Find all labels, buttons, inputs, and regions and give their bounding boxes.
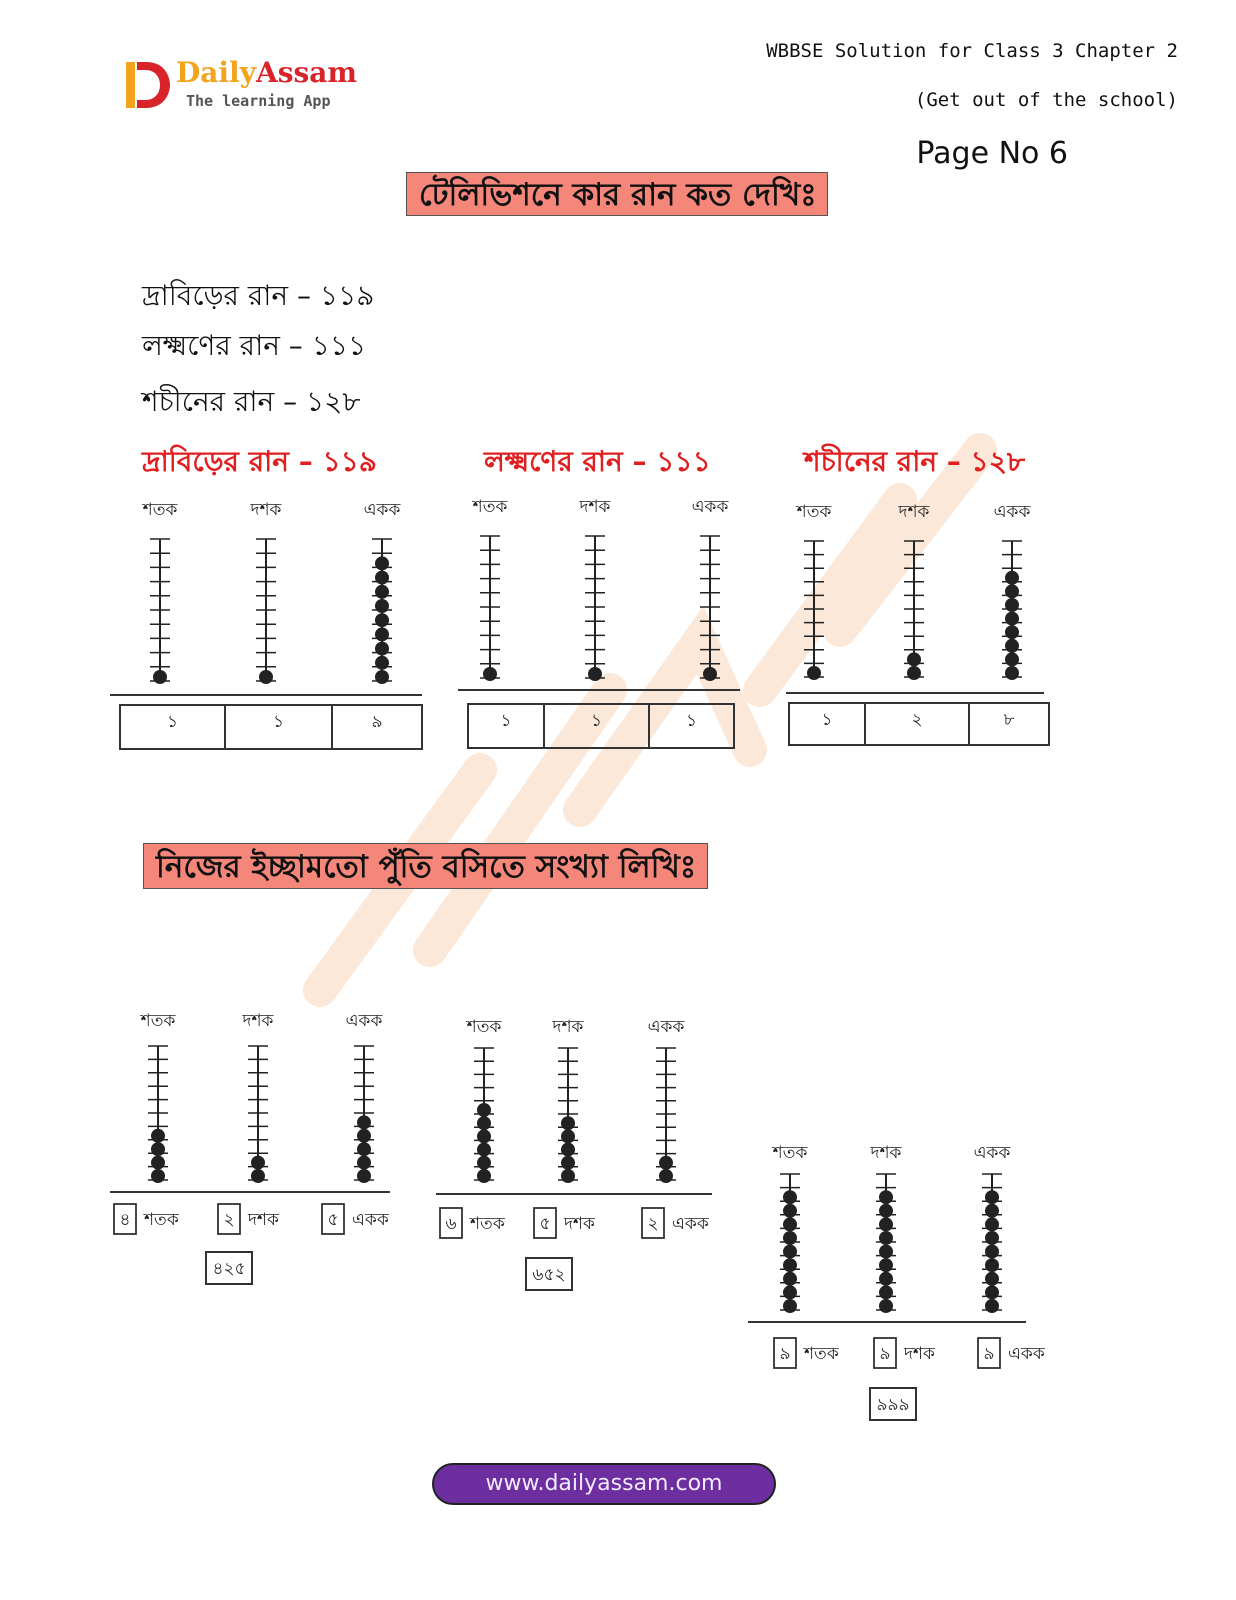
digit-ones: ৯: [983, 1344, 995, 1364]
bead-tens: [561, 1156, 575, 1170]
abacus-free-1: [110, 1008, 400, 1288]
digit-cell-ones: ৮: [1003, 710, 1015, 730]
digit-tens: ২: [223, 1210, 235, 1230]
column-label-hundreds: শতক: [796, 502, 832, 522]
number-value: ৬৫২: [532, 1265, 566, 1285]
column-label-ones: একক: [647, 1017, 685, 1037]
bead-tens: [879, 1190, 893, 1204]
digit-cell-tens: ১: [272, 712, 285, 732]
bead-hundreds: [783, 1231, 797, 1245]
bead-ones: [375, 556, 389, 570]
digit-hundreds: ৬: [445, 1214, 457, 1234]
logo-tagline: The learning App: [186, 92, 331, 110]
digit-cell-hundreds: ১: [166, 712, 179, 732]
bead-ones: [985, 1272, 999, 1286]
bead-tens: [561, 1116, 575, 1130]
abacus-label-sachin: শচীনের রান – ১২৮: [804, 445, 1026, 478]
bead-hundreds: [807, 666, 821, 680]
place-name-hundreds: শতক: [144, 1210, 179, 1230]
bead-ones: [985, 1204, 999, 1218]
bead-ones: [985, 1299, 999, 1313]
bead-ones: [659, 1156, 673, 1170]
section1-title: টেলিভিশনে কার রান কত দেখিঃ: [406, 172, 828, 216]
bead-ones: [1005, 652, 1019, 666]
column-label-tens: দশক: [250, 500, 282, 520]
bead-tens: [561, 1169, 575, 1183]
abacus-free-2: [436, 1014, 718, 1290]
bead-hundreds: [783, 1204, 797, 1218]
bead-ones: [985, 1217, 999, 1231]
bead-ones: [1005, 612, 1019, 626]
column-label-tens: দশক: [242, 1011, 274, 1031]
bead-tens: [561, 1129, 575, 1143]
page-number: Page No 6: [916, 136, 1068, 171]
bead-tens: [907, 666, 921, 680]
footer-url[interactable]: www.dailyassam.com: [432, 1463, 776, 1505]
run-line-laxman: লক্ষ্মণের রান – ১১১: [142, 329, 367, 362]
bead-hundreds: [151, 1129, 165, 1143]
column-label-hundreds: শতক: [142, 500, 178, 520]
bead-ones: [1005, 584, 1019, 598]
logo-d-icon: [126, 58, 170, 112]
place-name-hundreds: শতক: [804, 1344, 839, 1364]
abacus-sachin: [786, 497, 1051, 755]
column-label-tens: দশক: [552, 1017, 584, 1037]
bead-tens: [879, 1245, 893, 1259]
column-label-hundreds: শতক: [472, 497, 508, 517]
bead-hundreds: [151, 1142, 165, 1156]
bead-hundreds: [483, 667, 497, 681]
bead-tens: [879, 1231, 893, 1245]
subject-line: WBBSE Solution for Class 3 Chapter 2: [766, 40, 1178, 62]
column-label-tens: দশক: [870, 1143, 902, 1163]
digit-cell-ones: ১: [685, 711, 698, 731]
column-label-hundreds: শতক: [140, 1011, 176, 1031]
bead-tens: [561, 1143, 575, 1157]
bead-ones: [375, 670, 389, 684]
bead-ones: [1005, 571, 1019, 585]
bead-hundreds: [477, 1103, 491, 1117]
bead-hundreds: [477, 1116, 491, 1130]
bead-ones: [1005, 598, 1019, 612]
bead-ones: [357, 1129, 371, 1143]
bead-tens: [907, 652, 921, 666]
bead-tens: [251, 1156, 265, 1170]
logo-brand-assam: Assam: [255, 56, 357, 89]
run-line-dravid: দ্রাবিড়ের রান – ১১৯: [142, 279, 375, 312]
column-label-ones: একক: [993, 502, 1031, 522]
digit-tens: ৯: [879, 1344, 891, 1364]
digit-hundreds: ৪: [119, 1210, 131, 1230]
place-name-hundreds: শতক: [470, 1214, 505, 1234]
digit-cell-tens: ১: [590, 711, 603, 731]
bead-ones: [985, 1231, 999, 1245]
bead-hundreds: [477, 1156, 491, 1170]
bead-tens: [879, 1217, 893, 1231]
bead-tens: [251, 1169, 265, 1183]
digit-cell-tens: ২: [911, 710, 923, 730]
bead-hundreds: [783, 1190, 797, 1204]
bead-tens: [879, 1258, 893, 1272]
bead-tens: [259, 670, 273, 684]
column-label-ones: একক: [973, 1143, 1011, 1163]
bead-ones: [985, 1245, 999, 1259]
bead-tens: [879, 1204, 893, 1218]
place-name-tens: দশক: [248, 1210, 279, 1230]
bead-hundreds: [477, 1143, 491, 1157]
bead-ones: [375, 627, 389, 641]
abacus-dravid: [110, 495, 430, 757]
bead-hundreds: [783, 1258, 797, 1272]
bead-tens: [879, 1285, 893, 1299]
bead-hundreds: [477, 1129, 491, 1143]
column-label-ones: একক: [345, 1011, 383, 1031]
place-name-tens: দশক: [564, 1214, 595, 1234]
bead-ones: [357, 1156, 371, 1170]
bead-hundreds: [783, 1217, 797, 1231]
place-name-ones: একক: [352, 1210, 389, 1230]
digit-cell-hundreds: ১: [821, 710, 833, 730]
column-label-hundreds: শতক: [772, 1143, 808, 1163]
run-line-sachin: শচীনের রান – ১২৮: [142, 385, 361, 418]
bead-ones: [375, 656, 389, 670]
bead-ones: [985, 1190, 999, 1204]
bead-hundreds: [783, 1285, 797, 1299]
abacus-laxman: [458, 492, 743, 754]
digit-cell-hundreds: ১: [500, 711, 512, 731]
chapter-line: (Get out of the school): [914, 89, 1178, 111]
column-label-hundreds: শতক: [466, 1017, 502, 1037]
bead-hundreds: [151, 1169, 165, 1183]
dailyassam-logo[interactable]: [126, 56, 366, 116]
abacus-free-3: [748, 1140, 1045, 1422]
bead-hundreds: [153, 670, 167, 684]
bead-ones: [1005, 639, 1019, 653]
abacus-label-laxman: লক্ষ্মণের রান – ১১১: [484, 445, 711, 478]
bead-ones: [375, 613, 389, 627]
bead-tens: [588, 667, 602, 681]
digit-ones: ৫: [327, 1210, 339, 1230]
bead-ones: [375, 642, 389, 656]
bead-hundreds: [783, 1299, 797, 1313]
digit-hundreds: ৯: [779, 1344, 791, 1364]
bead-hundreds: [783, 1245, 797, 1259]
bead-ones: [985, 1285, 999, 1299]
place-name-tens: দশক: [904, 1344, 935, 1364]
column-label-tens: দশক: [579, 497, 611, 517]
number-value: ৯৯৯: [876, 1395, 910, 1415]
bead-tens: [879, 1272, 893, 1286]
bead-ones: [375, 599, 389, 613]
bead-ones: [375, 571, 389, 585]
bead-ones: [357, 1115, 371, 1129]
logo-brand: [176, 56, 357, 89]
number-value: ৪২৫: [212, 1259, 246, 1279]
column-label-tens: দশক: [898, 502, 930, 522]
logo-brand-daily: Daily: [176, 56, 256, 89]
section2-title: নিজের ইচ্ছামতো পুঁতি বসিতে সংখ্যা লিখিঃ: [143, 843, 708, 889]
bead-ones: [985, 1258, 999, 1272]
bead-ones: [659, 1169, 673, 1183]
bead-hundreds: [151, 1156, 165, 1170]
bead-ones: [1005, 666, 1019, 680]
place-name-ones: একক: [1008, 1344, 1045, 1364]
column-label-ones: একক: [691, 497, 729, 517]
digit-tens: ৫: [539, 1214, 551, 1234]
abacus-label-dravid: দ্রাবিড়ের রান – ১১৯: [142, 445, 377, 478]
bead-ones: [1005, 625, 1019, 639]
bead-tens: [879, 1299, 893, 1313]
bead-hundreds: [477, 1169, 491, 1183]
column-label-ones: একক: [363, 500, 401, 520]
bead-ones: [357, 1169, 371, 1183]
place-name-ones: একক: [672, 1214, 709, 1234]
digit-cell-ones: ৯: [371, 712, 383, 732]
digit-ones: ২: [647, 1214, 659, 1234]
bead-ones: [703, 667, 717, 681]
bead-hundreds: [783, 1272, 797, 1286]
bead-ones: [357, 1142, 371, 1156]
bead-ones: [375, 585, 389, 599]
